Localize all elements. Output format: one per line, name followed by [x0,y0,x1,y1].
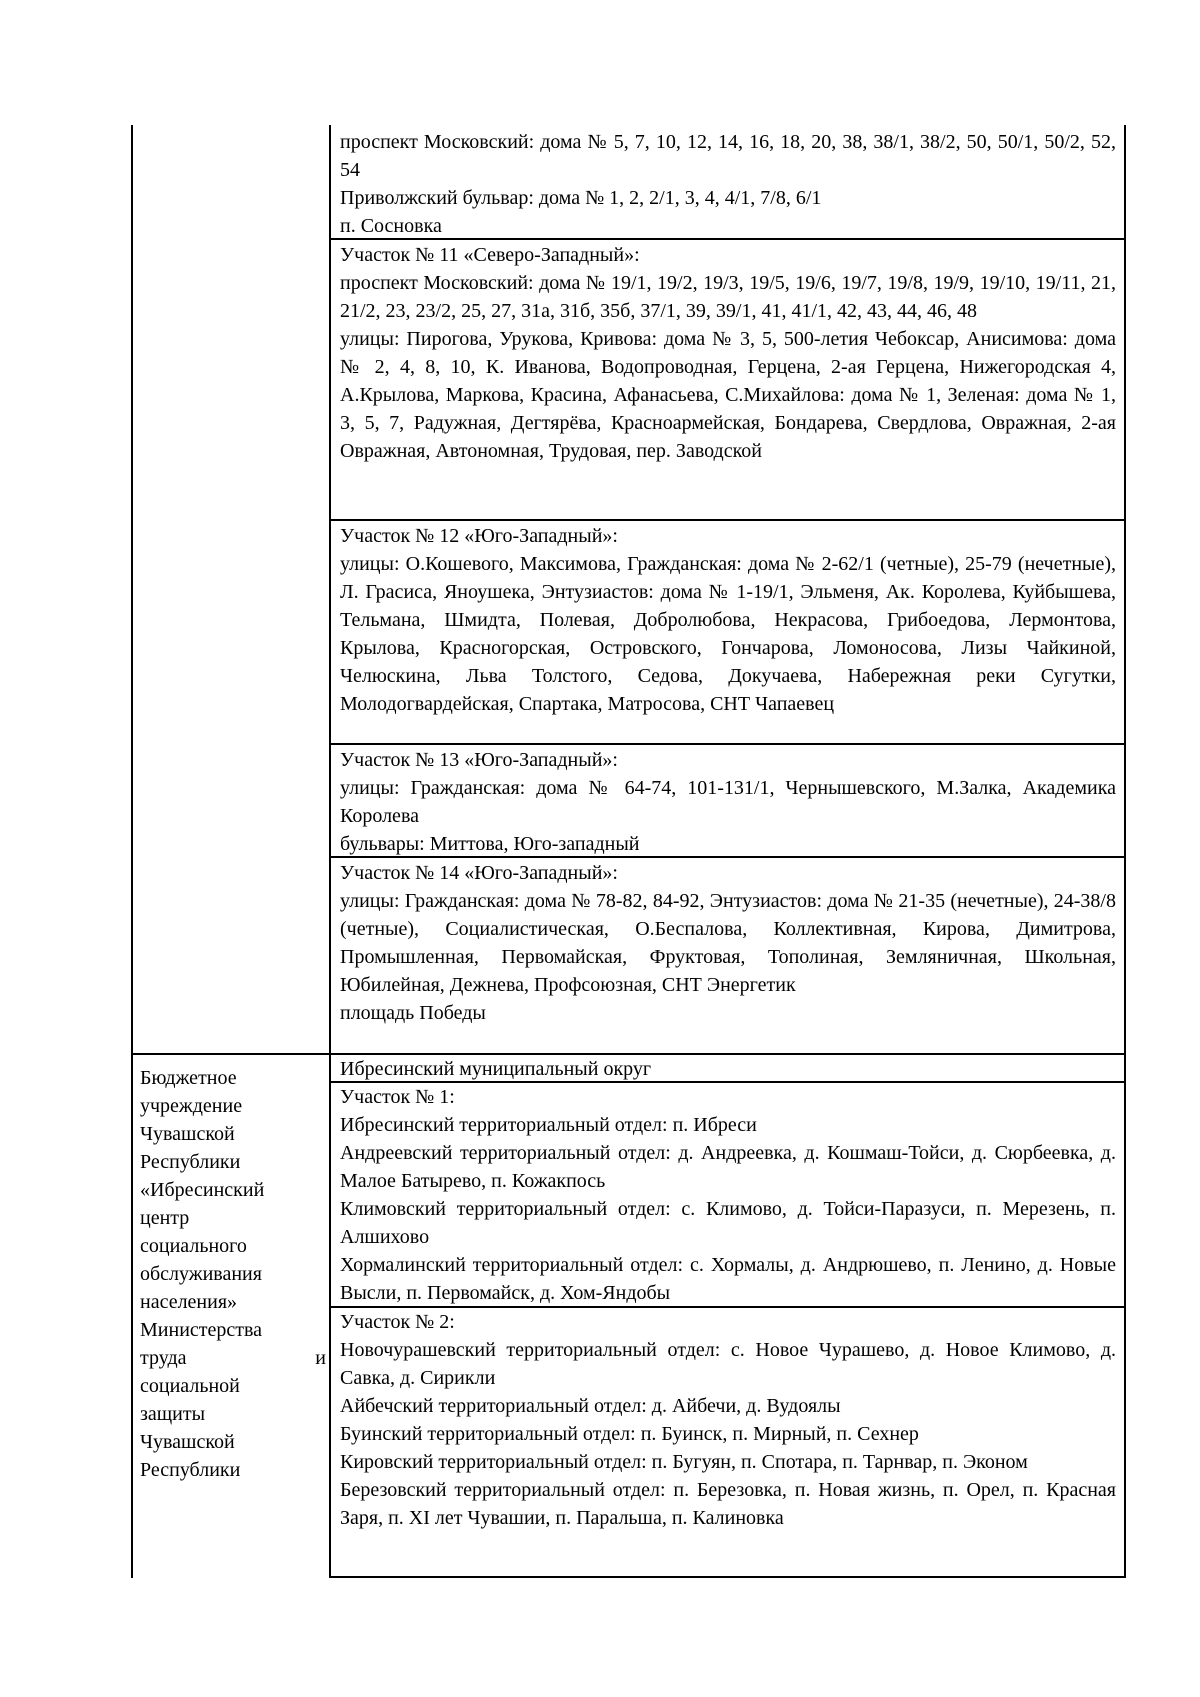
okrug-row-2 [340,1308,1116,1532]
row-divider [329,1576,1126,1578]
row-line: бульвары: Миттова, Юго-западный [340,833,640,855]
district-row-13 [340,746,1116,858]
institution-line: обслуживания [140,1263,262,1285]
institution-line: Бюджетное [140,1067,237,1089]
institution-line: социальной [140,1375,240,1397]
row-line: площадь Победы [340,1002,486,1024]
row-heading: Участок № 14 «Юго-Западный»: [340,862,618,884]
row-line: улицы: Пирогова, Урукова, Кривова: дома № 3, 5, 500-летия Чебоксар, Анисимова: дома № 2, 4, 8, 10, К. Иванова, Водопроводная, Герцена, 2-ая Герцена, Нижегородская 4, А.Крылова, Маркова, Красина, Афанасьева, С.Михайлова: дома № 1, Зеленая: дома № 1, 3, 5, 7, Радужная, Дегтярёва, Красноармейская, Бондарева, Свердлова, Овражная, 2-ая Овражная, Автономная, Трудовая, пер. Заводской [340,328,1116,462]
row-divider [329,743,1126,745]
institution-line: «Ибресинский [140,1179,265,1201]
row-line: Березовский территориальный отдел: п. Березовка, п. Новая жизнь, п. Орел, п. Красная Заря, п. XI лет Чувашии, п. Паральша, п. Калиновка [340,1479,1116,1529]
row-line: улицы: Гражданская: дома № 78-82, 84-92, Энтузиастов: дома № 21-35 (нечетные), 24-38/8 (четные), Социалистическая, О.Беспалова, Коллективная, Кирова, Димитрова, Промышленная, Первомайская, Фруктовая, Тополиная, Земляничная, Школьная, Юбилейная, Дежнева, Профсоюзная, СНТ Энергетик [340,890,1116,996]
institution-line: учреждение [140,1095,243,1117]
district-row-12 [340,522,1116,718]
institution-name [140,1064,326,1484]
row-line: улицы: Гражданская: дома № 64-74, 101-131/1, Чернышевского, М.Залка, Академика Королева [340,777,1116,827]
okrug-title-row [340,1055,1116,1083]
table-left-border [131,125,133,1578]
institution-line: Министерства [140,1319,263,1341]
institution-line: защиты [140,1403,206,1425]
district-row-14 [340,859,1116,1027]
row-divider [329,519,1126,521]
okrug-row-1 [340,1083,1116,1307]
institution-line: социального [140,1235,247,1257]
row-line: Буинский территориальный отдел: п. Буинск, п. Мирный, п. Сехнер [340,1423,919,1445]
row-heading: Участок № 11 «Северо-Западный»: [340,244,640,266]
row-line: проспект Московский: дома № 5, 7, 10, 12, 14, 16, 18, 20, 38, 38/1, 38/2, 50, 50/1, 50/2, 52, 54 [340,131,1116,181]
institution-line: Республики [140,1459,241,1481]
institution-line: центр [140,1207,190,1229]
row-line: Ибресинский территориальный отдел: п. Ибреси [340,1114,757,1136]
row-line: Приволжский бульвар: дома № 1, 2, 2/1, 3, 4, 4/1, 7/8, 6/1 [340,187,822,209]
okrug-title: Ибресинский муниципальный округ [340,1058,652,1080]
row-heading: Участок № 13 «Юго-Западный»: [340,749,618,771]
institution-line: Республики [140,1151,241,1173]
institution-line: Чувашской [140,1431,235,1453]
row-line: Хормалинский территориальный отдел: с. Хормалы, д. Андрюшево, п. Ленино, д. Новые Высли, п. Первомайск, д. Хом-Яндобы [340,1254,1116,1304]
district-row-moskovsky [340,128,1116,240]
row-line: Андреевский территориальный отдел: д. Андреевка, д. Кошмаш-Тойси, д. Сюрбеевка, д. Малое Батырево, п. Кожакпось [340,1142,1116,1192]
row-line: Новочурашевский территориальный отдел: с. Новое Чурашево, д. Новое Климово, д. Савка, д. Сирикли [340,1339,1116,1389]
row-heading: Участок № 12 «Юго-Западный»: [340,525,618,547]
row-line: п. Сосновка [340,215,442,237]
column-divider [329,125,331,1578]
table-right-border [1124,125,1126,1578]
row-line: Кировский территориальный отдел: п. Бугуян, п. Спотара, п. Тарнвар, п. Эконом [340,1451,1028,1473]
district-row-11 [340,241,1116,465]
institution-line: населения» [140,1291,238,1313]
row-line: Айбечский территориальный отдел: д. Айбечи, д. Вудоялы [340,1395,841,1417]
row-line: улицы: О.Кошевого, Максимова, Гражданская: дома № 2-62/1 (четные), 25-79 (нечетные), Л. Грасиса, Яноушека, Энтузиастов: дома № 1-19/1, Эльменя, Ак. Королева, Куйбышева, Тельмана, Шмидта, Полевая, Добролюбова, Некрасова, Грибоедова, Лермонтова, Крылова, Красногорская, Островского, Гончарова, Ломоносова, Лизы Чайкиной, Челюскина, Льва Толстого, Седова, Докучаева, Набережная реки Сугутки, Молодогвардейская, Спартака, Матросова, СНТ Чапаевец [340,553,1116,715]
row-heading: Участок № 1: [340,1086,455,1108]
row-line: проспект Московский: дома № 19/1, 19/2, 19/3, 19/5, 19/6, 19/7, 19/8, 19/9, 19/10, 19/11, 21, 21/2, 23, 23/2, 25, 27, 31а, 31б, 35б, 37/1, 39, 39/1, 41, 41/1, 42, 43, 44, 46, 48 [340,272,1116,322]
row-heading: Участок № 2: [340,1311,455,1333]
institution-line: труда и [140,1347,326,1369]
row-line: Климовский территориальный отдел: с. Климово, д. Тойси-Паразуси, п. Мерезень, п. Алшихово [340,1198,1116,1248]
institution-line: Чувашской [140,1123,235,1145]
